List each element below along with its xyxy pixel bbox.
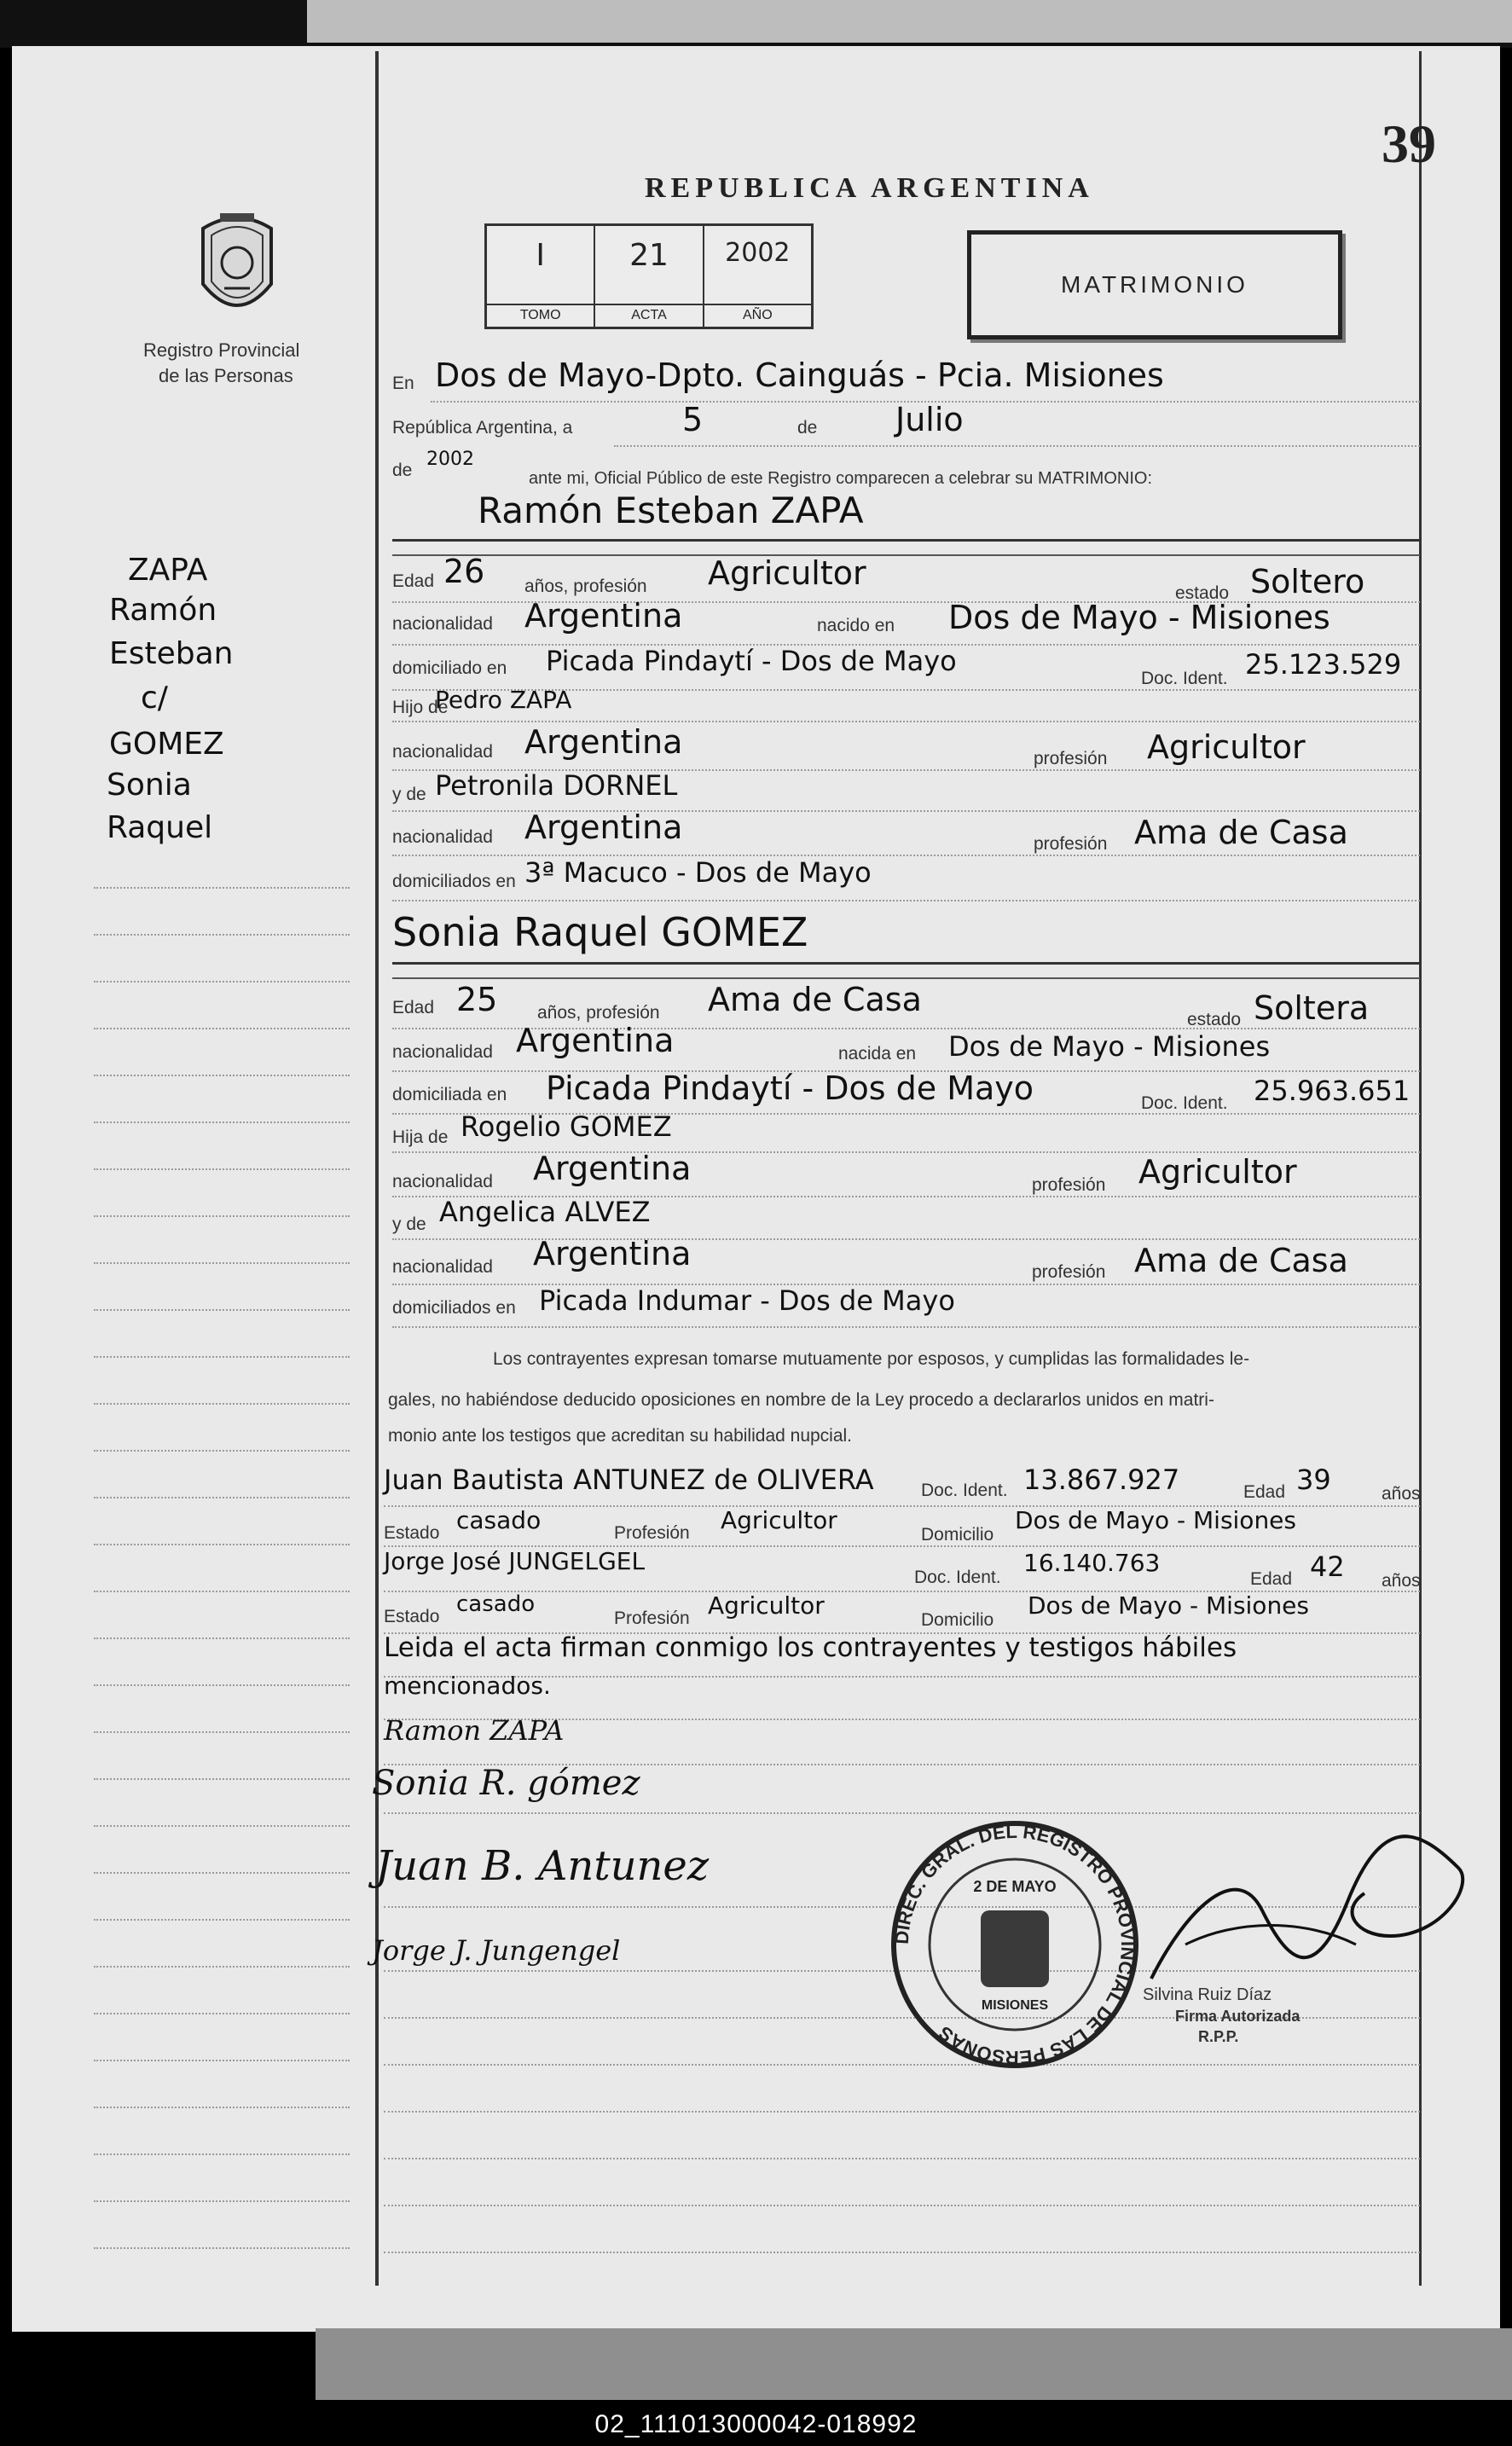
groom-birthplace: Dos de Mayo - Misiones <box>948 599 1330 636</box>
ano-label: AÑO <box>704 304 811 323</box>
bride-doc-label: Doc. Ident. <box>1141 1093 1228 1113</box>
groom-father-nationality: Argentina <box>524 723 683 761</box>
officer-name: Silvina Ruiz Díaz <box>1143 1985 1272 2004</box>
groom-profession: Agricultor <box>708 554 866 592</box>
groom-status: Soltero <box>1250 563 1365 600</box>
bride-father-nationality: Argentina <box>533 1150 692 1187</box>
place-value: Dos de Mayo-Dpto. Cainguás - Pcia. Misiones <box>435 356 1164 394</box>
year-value: 2002 <box>426 449 474 470</box>
bride-nationality: Argentina <box>516 1022 675 1059</box>
registry-name-line2: de las Personas <box>159 365 293 386</box>
act-type-box: MATRIMONIO <box>967 230 1342 339</box>
groom-address-label: domiciliado en <box>392 658 507 678</box>
tomo-label: TOMO <box>487 304 594 323</box>
ante-text: ante mi, Oficial Público de este Registro comparecen a celebrar su MATRIMONIO: <box>529 469 1153 488</box>
groom-age: 26 <box>443 553 485 590</box>
officer-title-line1: Firma Autorizada <box>1175 2008 1301 2025</box>
groom-father-profession: Agricultor <box>1147 728 1306 766</box>
document-id: 02_111013000042-018992 <box>594 2410 918 2438</box>
bride-anos-label: años, profesión <box>537 1003 660 1023</box>
bride-profession: Ama de Casa <box>708 981 922 1018</box>
officer-signature-icon <box>1134 1808 1492 2013</box>
bride-father: Rogelio GOMEZ <box>461 1110 672 1143</box>
margin-note-line: ZAPA <box>128 553 208 588</box>
declaration-line: Los contrayentes expresan tomarse mutuamente por esposos, y cumplidas las formalidades le- <box>493 1349 1250 1369</box>
declaration-line: gales, no habiéndose deducido oposiciones en nombre de la Ley procedo a declararlos unidos en matri- <box>388 1390 1214 1410</box>
groom-edad-label: Edad <box>392 571 435 591</box>
witness-1-profession-label: Profesión <box>614 1523 690 1543</box>
acta-value: 21 <box>629 238 669 273</box>
republica-label: República Argentina, a <box>392 418 573 438</box>
witness-2-profession-label: Profesión <box>614 1608 690 1628</box>
stamp-outer-text: DIREC. GRAL. DEL REGISTRO PROVINCIAL DE LAS PERSONAS <box>890 1820 1139 2069</box>
bride-father-profession: Agricultor <box>1138 1153 1297 1191</box>
bride-mother-nationality-label: nacionalidad <box>392 1257 493 1277</box>
closing-line: mencionados. <box>384 1672 551 1700</box>
margin-note-line: GOMEZ <box>109 727 224 762</box>
bride-mother: Angelica ALVEZ <box>439 1196 651 1228</box>
bride-doc: 25.963.651 <box>1254 1075 1411 1107</box>
bride-father-profession-label: profesión <box>1032 1175 1106 1195</box>
month-value: Julio <box>895 401 964 438</box>
registry-name-line1: Registro Provincial <box>143 339 300 361</box>
bride-address: Picada Pindaytí - Dos de Mayo <box>546 1069 1034 1107</box>
act-number-box <box>484 223 814 329</box>
witness-1-profession: Agricultor <box>721 1506 837 1534</box>
margin-note-line: Esteban <box>109 636 234 671</box>
groom-parents-address-label: domiciliados en <box>392 872 516 891</box>
de-label: de <box>797 418 818 438</box>
witness-2-status-label: Estado <box>384 1607 440 1626</box>
witness-1-status: casado <box>456 1506 542 1534</box>
witness-2-address: Dos de Mayo - Misiones <box>1028 1591 1309 1620</box>
groom-father-profession-label: profesión <box>1034 749 1108 768</box>
margin-note-line: c/ <box>141 681 168 716</box>
de2-label: de <box>392 461 413 480</box>
groom-father: Pedro ZAPA <box>435 686 572 714</box>
bride-parents-address-label: domiciliados en <box>392 1298 516 1318</box>
groom-doc: 25.123.529 <box>1245 648 1402 681</box>
groom-parents-address: 3ª Macuco - Dos de Mayo <box>524 856 872 889</box>
groom-nationality-label: nacionalidad <box>392 614 493 634</box>
groom-anos-label: años, profesión <box>524 577 647 596</box>
closing-line: Leida el acta firman conmigo los contrayentes y testigos hábiles <box>384 1632 1237 1663</box>
bride-birthplace: Dos de Mayo - Misiones <box>948 1030 1271 1063</box>
declaration-line: monio ante los testigos que acreditan su habilidad nupcial. <box>388 1426 853 1446</box>
bride-father-nationality-label: nacionalidad <box>392 1172 493 1191</box>
groom-estado-label: estado <box>1175 583 1230 603</box>
witness-2-address-label: Domicilio <box>921 1610 994 1630</box>
bride-status: Soltera <box>1254 989 1370 1027</box>
registry-emblem-icon <box>186 203 288 331</box>
bride-father-label: Hija de <box>392 1127 449 1147</box>
witness-1-name: Juan Bautista ANTUNEZ de OLIVERA <box>384 1464 874 1496</box>
groom-mother-label: y de <box>392 785 426 804</box>
witness-1-anos-label: años <box>1382 1484 1421 1504</box>
official-stamp-icon <box>887 1817 1143 2072</box>
page-number: 39 <box>1382 113 1436 174</box>
bride-age: 25 <box>456 981 498 1018</box>
signature-witness-2: Jorge J. Jungengel <box>372 1934 621 1967</box>
bride-name: Sonia Raquel GOMEZ <box>392 909 808 955</box>
bride-parents-address: Picada Indumar - Dos de Mayo <box>539 1284 955 1317</box>
acta-label: ACTA <box>595 304 702 323</box>
page-shadow <box>316 2328 1512 2400</box>
stamp-inner-bottom: MISIONES <box>981 1998 1049 2013</box>
officer-title-line2: R.P.P. <box>1198 2028 1239 2045</box>
stamp-inner-top: 2 DE MAYO <box>973 1878 1057 1895</box>
bride-edad-label: Edad <box>392 998 435 1017</box>
witness-2-name: Jorge José JUNGELGEL <box>384 1547 646 1575</box>
margin-note-line: Ramón <box>109 593 217 628</box>
groom-mother-profession: Ama de Casa <box>1134 814 1348 851</box>
witness-2-age-label: Edad <box>1250 1569 1293 1589</box>
groom-name: Ramón Esteban ZAPA <box>478 490 864 531</box>
witness-2-profession: Agricultor <box>708 1591 825 1620</box>
witness-1-doc: 13.867.927 <box>1023 1464 1180 1496</box>
margin-note-line: Sonia <box>107 768 192 803</box>
bride-address-label: domiciliada en <box>392 1085 507 1104</box>
bride-mother-profession: Ama de Casa <box>1134 1242 1348 1279</box>
top-strip <box>0 0 1512 48</box>
groom-doc-label: Doc. Ident. <box>1141 669 1228 688</box>
bride-mother-label: y de <box>392 1214 426 1234</box>
bride-estado-label: estado <box>1187 1010 1242 1029</box>
signature-groom: Ramon ZAPA <box>384 1714 565 1747</box>
witness-2-doc: 16.140.763 <box>1023 1549 1161 1577</box>
groom-mother: Petronila DORNEL <box>435 769 678 802</box>
signature-bride: Sonia R. gómez <box>372 1764 640 1803</box>
groom-nationality: Argentina <box>524 597 683 635</box>
groom-born-label: nacido en <box>817 616 895 635</box>
en-label: En <box>392 374 414 393</box>
witness-1-address-label: Domicilio <box>921 1525 994 1545</box>
day-value: 5 <box>682 401 704 438</box>
witness-2-anos-label: años <box>1382 1571 1421 1591</box>
groom-father-label: Hijo de <box>392 698 449 717</box>
witness-1-doc-label: Doc. Ident. <box>921 1481 1008 1500</box>
bride-mother-nationality: Argentina <box>533 1235 692 1272</box>
bride-nationality-label: nacionalidad <box>392 1042 493 1062</box>
witness-2-age: 42 <box>1310 1550 1345 1583</box>
country-title: REPUBLICA ARGENTINA <box>645 172 1094 204</box>
groom-mother-profession-label: profesión <box>1034 834 1108 854</box>
witness-2-status: casado <box>456 1591 536 1617</box>
signature-witness-1: Juan B. Antunez <box>375 1842 710 1890</box>
bride-mother-profession-label: profesión <box>1032 1262 1106 1282</box>
margin-note-line: Raquel <box>107 810 213 845</box>
groom-mother-nationality: Argentina <box>524 809 683 846</box>
witness-1-age-label: Edad <box>1243 1482 1286 1502</box>
witness-1-address: Dos de Mayo - Misiones <box>1015 1506 1296 1534</box>
tomo-value: I <box>536 238 545 273</box>
groom-address: Picada Pindaytí - Dos de Mayo <box>546 645 957 677</box>
bride-born-label: nacida en <box>838 1044 917 1064</box>
witness-1-age: 39 <box>1296 1464 1331 1496</box>
witness-2-doc-label: Doc. Ident. <box>914 1568 1001 1587</box>
witness-1-status-label: Estado <box>384 1523 440 1543</box>
groom-mother-nationality-label: nacionalidad <box>392 827 493 847</box>
groom-father-nationality-label: nacionalidad <box>392 742 493 762</box>
ano-value: 2002 <box>725 238 791 268</box>
